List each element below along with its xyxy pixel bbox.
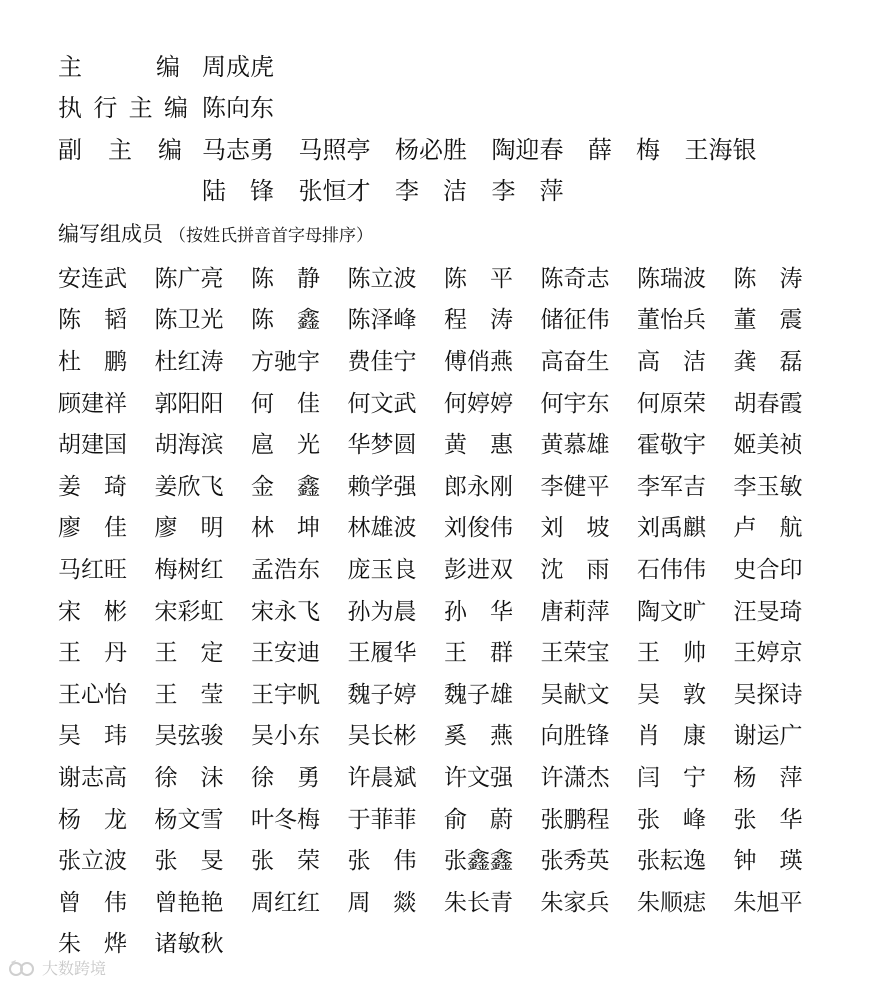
member-name: 储征伟 [540, 307, 610, 334]
member-row [58, 716, 838, 758]
member-name: 杜红涛 [154, 348, 224, 375]
member-name: 俞 蔚 [444, 806, 513, 833]
member-row [58, 300, 838, 342]
names [202, 135, 781, 165]
member-name: 诸敏秋 [154, 931, 224, 958]
member-name: 许文强 [444, 764, 513, 791]
member-name: 胡春霞 [733, 390, 803, 417]
member-name: 王荣宝 [540, 640, 610, 667]
member-name: 奚 燕 [444, 723, 513, 750]
member-name: 王 定 [154, 640, 224, 667]
member-row [58, 632, 838, 674]
member-name: 杨文雪 [154, 806, 224, 833]
member-row [58, 674, 838, 716]
members-grid [58, 258, 838, 965]
member-name: 刘 坡 [540, 515, 610, 542]
person-name: 薛 梅 [588, 136, 660, 164]
member-name: 安连武 [58, 265, 127, 292]
member-name: 王 帅 [637, 640, 706, 667]
member-row [58, 383, 838, 425]
member-name: 郭阳阳 [154, 390, 224, 417]
member-name: 费佳宁 [347, 348, 417, 375]
member-name: 叶冬梅 [251, 806, 320, 833]
member-row [58, 508, 838, 550]
role-label: 执 行 主 编 [58, 94, 188, 122]
member-name: 吴长彬 [347, 723, 417, 750]
member-name: 高奋生 [540, 348, 610, 375]
member-name: 王 丹 [58, 640, 127, 667]
member-name: 吴探诗 [733, 681, 803, 708]
member-name: 谢运广 [733, 723, 803, 750]
member-name: 胡海滨 [154, 432, 224, 459]
watermark [8, 956, 106, 979]
member-name: 魏子雄 [444, 681, 513, 708]
member-name: 黄慕雄 [540, 432, 610, 459]
member-name: 马红旺 [58, 556, 127, 583]
member-name: 许潇杰 [540, 764, 610, 791]
member-name: 张立波 [58, 848, 127, 875]
member-row [58, 799, 838, 841]
member-name: 卢 航 [733, 515, 803, 542]
person-name: 陶迎春 [491, 136, 564, 164]
member-name: 吴献文 [540, 681, 610, 708]
member-name: 张鑫鑫 [444, 848, 513, 875]
member-name: 廖 佳 [58, 515, 127, 542]
member-name: 张耘逸 [637, 848, 706, 875]
member-name: 李健平 [540, 473, 610, 500]
member-name: 沈 雨 [540, 556, 610, 583]
member-name: 宋彩虹 [154, 598, 224, 625]
member-name: 曾 伟 [58, 889, 127, 916]
logo-icon [8, 958, 38, 978]
member-name: 霍敬宇 [637, 432, 706, 459]
member-name: 张 伟 [347, 848, 417, 875]
person-name: 马照亭 [298, 136, 371, 164]
member-name: 方驰宇 [251, 348, 320, 375]
member-name: 肖 康 [637, 723, 706, 750]
member-name: 程 涛 [444, 307, 513, 334]
member-name: 陈立波 [347, 265, 417, 292]
member-name: 谢志高 [58, 764, 127, 791]
member-name: 陈卫光 [154, 307, 224, 334]
member-row [58, 258, 838, 300]
names [202, 176, 588, 206]
member-name: 王履华 [347, 640, 417, 667]
member-name: 庞玉良 [347, 556, 417, 583]
person-name: 张恒才 [298, 177, 371, 205]
member-name: 吴小东 [251, 723, 320, 750]
member-name: 林雄波 [347, 515, 417, 542]
member-name: 何婷婷 [444, 390, 513, 417]
member-name: 张 华 [733, 806, 803, 833]
member-name: 何 佳 [251, 390, 320, 417]
member-name: 朱旭平 [733, 889, 803, 916]
member-name: 李军吉 [637, 473, 706, 500]
member-name: 汪旻琦 [733, 598, 803, 625]
member-name: 吴 玮 [58, 723, 127, 750]
member-name: 向胜锋 [540, 723, 610, 750]
member-name: 陶文旷 [637, 598, 706, 625]
member-name: 张 旻 [154, 848, 224, 875]
member-name: 王 群 [444, 640, 513, 667]
member-name: 姜 琦 [58, 473, 127, 500]
member-name: 孟浩东 [251, 556, 320, 583]
member-name: 徐 沫 [154, 764, 224, 791]
member-name: 王心怡 [58, 681, 127, 708]
member-name: 杜 鹏 [58, 348, 127, 375]
person-name: 王海银 [684, 136, 757, 164]
member-name: 陈奇志 [540, 265, 610, 292]
member-name: 赖学强 [347, 473, 417, 500]
role-label: 副 主 编 [58, 136, 182, 164]
member-name: 朱长青 [444, 889, 513, 916]
member-row [58, 591, 838, 633]
member-name: 扈 光 [251, 432, 320, 459]
member-name: 林 坤 [251, 515, 320, 542]
member-name: 唐莉萍 [540, 598, 610, 625]
person-name: 周成虎 [202, 53, 274, 81]
member-name: 杨 龙 [58, 806, 127, 833]
member-row [58, 466, 838, 508]
person-name: 李 洁 [395, 177, 467, 205]
member-name: 张秀英 [540, 848, 610, 875]
member-name: 张 峰 [637, 806, 706, 833]
watermark-text: 大数跨境 [42, 959, 107, 978]
member-name: 陈 静 [251, 265, 320, 292]
member-name: 王安迪 [251, 640, 320, 667]
member-name: 姜欣飞 [154, 473, 224, 500]
member-row [58, 840, 838, 882]
member-name: 顾建祥 [58, 390, 127, 417]
member-row [58, 882, 838, 924]
members-sort-note: （按姓氏拼音首字母排序） [169, 226, 373, 246]
member-name: 董怡兵 [637, 307, 706, 334]
members-section-title [58, 220, 373, 248]
member-name: 于菲菲 [347, 806, 417, 833]
member-name: 徐 勇 [251, 764, 320, 791]
member-name: 张 荣 [251, 848, 320, 875]
names [202, 93, 299, 123]
member-name: 陈 平 [444, 265, 513, 292]
member-name: 龚 磊 [733, 348, 803, 375]
person-name: 陈向东 [202, 94, 274, 122]
member-name: 彭进双 [444, 556, 513, 583]
person-name: 马志勇 [202, 136, 274, 164]
member-name: 陈瑞波 [637, 265, 706, 292]
member-name: 王婷京 [733, 640, 803, 667]
member-name: 金 鑫 [251, 473, 320, 500]
names [202, 52, 299, 82]
member-name: 朱顺痣 [637, 889, 706, 916]
member-name: 刘俊伟 [444, 515, 513, 542]
member-name: 石伟伟 [637, 556, 706, 583]
member-name: 梅树红 [154, 556, 224, 583]
member-name: 郎永刚 [444, 473, 513, 500]
member-name: 王宇帆 [251, 681, 320, 708]
member-name: 吴 敦 [637, 681, 706, 708]
member-name: 陈 涛 [733, 265, 803, 292]
member-name: 何宇东 [540, 390, 610, 417]
member-name: 胡建国 [58, 432, 127, 459]
member-row [58, 424, 838, 466]
members-title: 编写组成员 [58, 222, 163, 246]
member-name: 闫 宁 [637, 764, 706, 791]
member-name: 姬美祯 [733, 432, 803, 459]
member-name: 高 洁 [637, 348, 706, 375]
member-row [58, 757, 838, 799]
member-name: 王 莹 [154, 681, 224, 708]
member-name: 周 燚 [347, 889, 417, 916]
member-name: 傅俏燕 [444, 348, 513, 375]
member-name: 黄 惠 [444, 432, 513, 459]
person-name: 李 萍 [491, 177, 564, 205]
member-name: 李玉敏 [733, 473, 803, 500]
member-name: 钟 瑛 [733, 848, 803, 875]
member-name: 杨 萍 [733, 764, 803, 791]
member-row [58, 549, 838, 591]
member-name: 史合印 [733, 556, 803, 583]
member-name: 朱家兵 [540, 889, 610, 916]
member-name: 周红红 [251, 889, 320, 916]
role-label: 主 编 [58, 53, 180, 81]
member-name: 宋永飞 [251, 598, 320, 625]
member-name: 陈 韬 [58, 307, 127, 334]
member-name: 许晨斌 [347, 764, 417, 791]
member-name: 魏子婷 [347, 681, 417, 708]
member-name: 朱 烨 [58, 931, 127, 958]
member-name: 陈泽峰 [347, 307, 417, 334]
member-row [58, 924, 838, 966]
person-name: 陆 锋 [202, 177, 274, 205]
member-name: 何原荣 [637, 390, 706, 417]
person-name: 杨必胜 [395, 136, 467, 164]
member-name: 华梦圆 [347, 432, 417, 459]
member-name: 刘禹麒 [637, 515, 706, 542]
member-name: 廖 明 [154, 515, 224, 542]
member-name: 何文武 [347, 390, 417, 417]
member-name: 董 震 [733, 307, 803, 334]
member-name: 宋 彬 [58, 598, 127, 625]
member-name: 曾艳艳 [154, 889, 224, 916]
member-name: 陈广亮 [154, 265, 224, 292]
member-name: 孙为晨 [347, 598, 417, 625]
member-name: 吴弦骏 [154, 723, 224, 750]
member-row [58, 341, 838, 383]
member-name: 张鹏程 [540, 806, 610, 833]
member-name: 孙 华 [444, 598, 513, 625]
member-name: 陈 鑫 [251, 307, 320, 334]
